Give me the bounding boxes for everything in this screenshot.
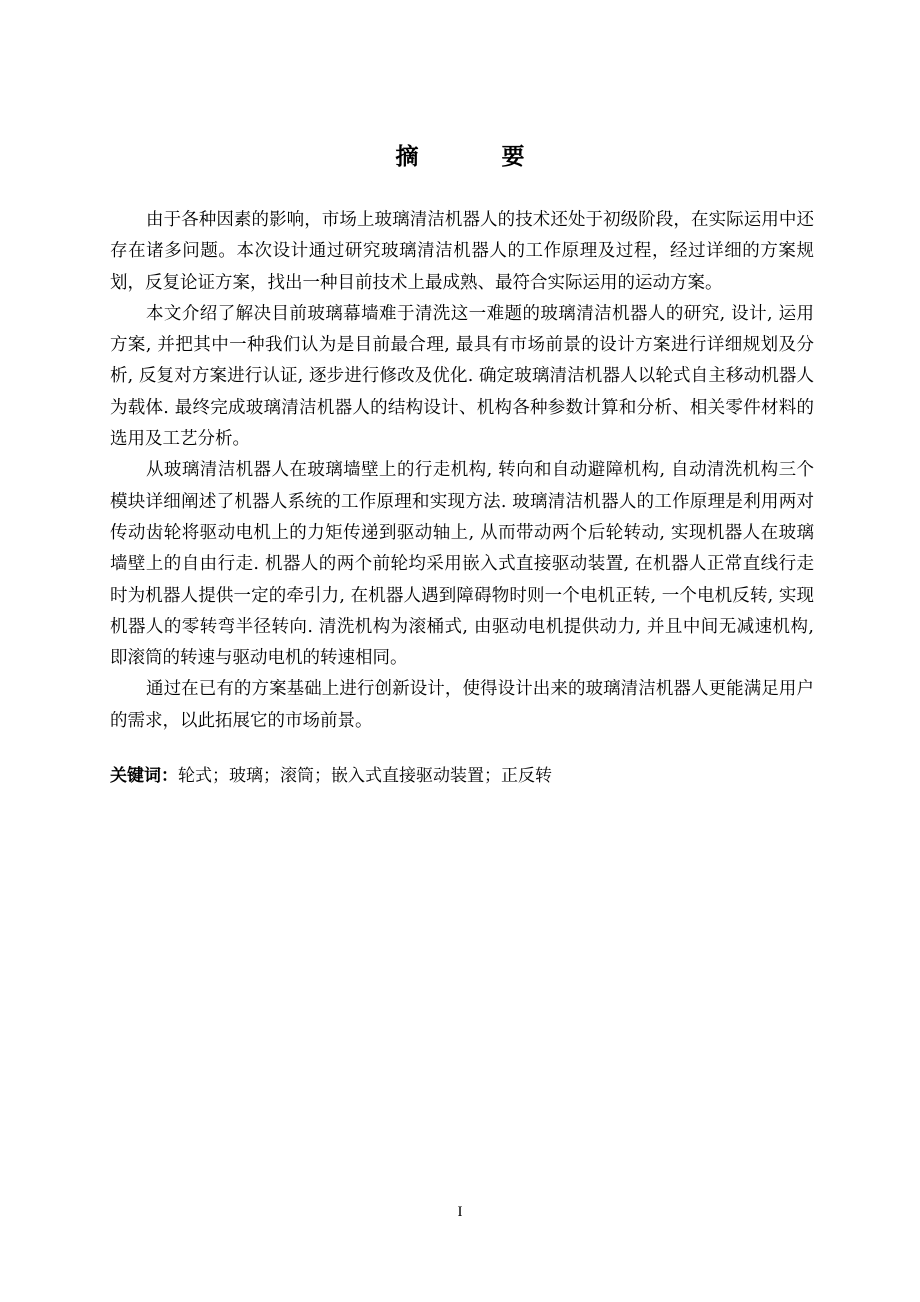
abstract-paragraph-2: 本文介绍了解决目前玻璃幕墙难于清洗这一难题的玻璃清洁机器人的研究, 设计, 运用方案, 并把其中一种我们认为是目前最合理, 最具有市场前景的设计方案进行详细规划及分析, 反复对方案进行认证, 逐步进行修改及优化. 确定玻璃清洁机器人以轮式自主移动机器人为载体. 最终完成玻璃清洁机器人的结构设计、机构各种参数计算和分析、相关零件材料的选用及工艺分析。 [110,303,814,450]
abstract-paragraph-3: 从玻璃清洁机器人在玻璃墙壁上的行走机构, 转向和自动避障机构, 自动清洗机构三个模块详细阐述了机器人系统的工作原理和实现方法. 玻璃清洁机器人的工作原理是利用两对传动齿轮将驱动电机上的力矩传递到驱动轴上, 从而带动两个后轮转动, 实现机器人在玻璃墙壁上的自由行走. 机器人的两个前轮均采用嵌入式直接驱动装置, 在机器人正常直线行走时为机器人提供一定的牵引力, 在机器人遇到障碍物时则一个电机正转, 一个电机反转, 实现机器人的零转弯半径转向. 清洗机构为滚桶式, 由驱动电机提供动力, 并且中间无减速机构, 即滚筒的转速与驱动电机的转速相同。 [110,460,814,669]
abstract-body [110,205,814,737]
abstract-paragraph-4: 通过在已有的方案基础上进行创新设计，使得设计出来的玻璃清洁机器人更能满足用户的需求，以此拓展它的市场前景。 [110,679,814,731]
page-number: I [457,1204,463,1220]
abstract-paragraph-1: 由于各种因素的影响，市场上玻璃清洁机器人的技术还处于初级阶段，在实际运用中还存在诸多问题。本次设计通过研究玻璃清洁机器人的工作原理及过程，经过详细的方案规划，反复论证方案，找出一种目前技术上最成熟、最符合实际运用的运动方案。 [110,210,814,293]
keywords-text: 轮式；玻璃；滚筒；嵌入式直接驱动装置；正反转 [178,766,552,786]
keywords-label: 关键词： [110,766,178,786]
abstract-title: 摘 要 [395,144,555,170]
keywords-line [110,762,814,790]
